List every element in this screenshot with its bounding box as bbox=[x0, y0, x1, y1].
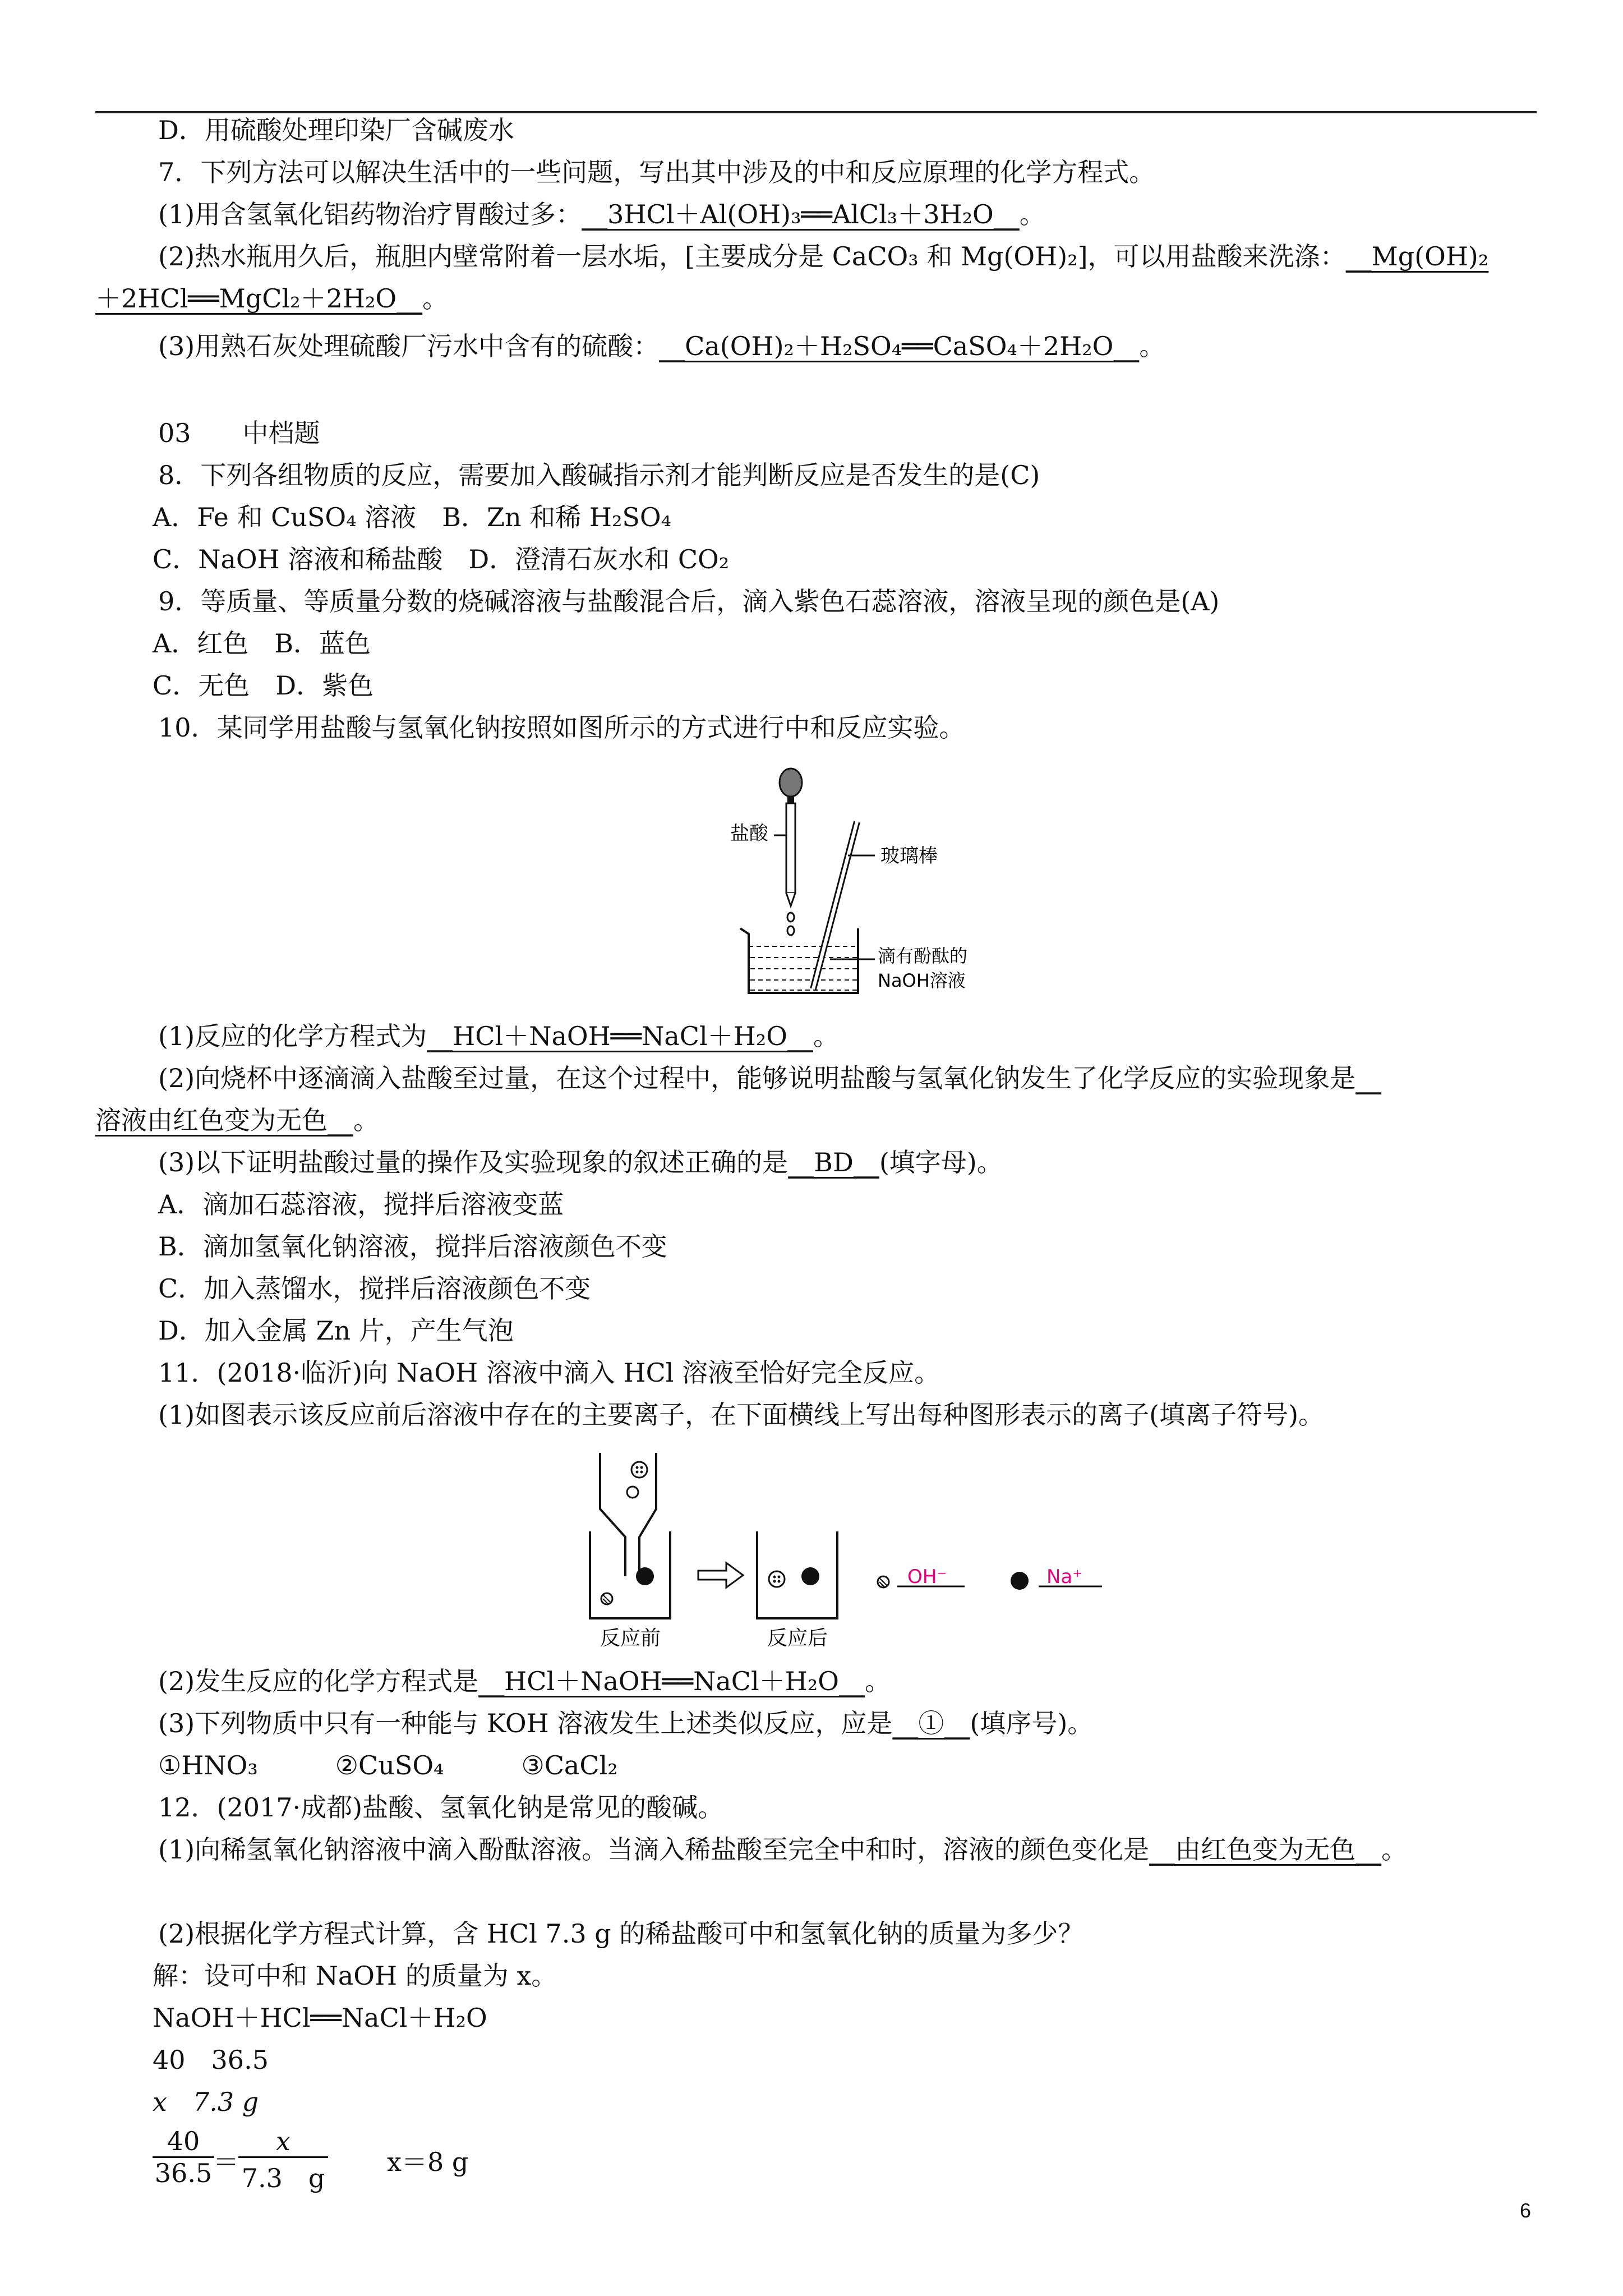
q8-options-cd: C．NaOH 溶液和稀盐酸 D．澄清石灰水和 CO₂ bbox=[153, 544, 730, 574]
page-number: 6 bbox=[1520, 2199, 1532, 2222]
q10-part3-answer: __BD__ bbox=[788, 1147, 879, 1177]
q11-part3-end: (填序号)。 bbox=[970, 1708, 1094, 1738]
q10-part1-text: (1)反应的化学方程式为 bbox=[158, 1021, 427, 1051]
q7-part1-end: 。 bbox=[1019, 199, 1045, 229]
q10-part2-end: 。 bbox=[353, 1105, 379, 1135]
section-03-heading: 03 中档题 bbox=[158, 418, 320, 448]
q10-part2-blank: __ bbox=[1355, 1063, 1382, 1093]
q10-part1-end: 。 bbox=[813, 1021, 839, 1051]
q7-part2-cont bbox=[95, 280, 448, 316]
legend-sodium-label: Na⁺ bbox=[1046, 1566, 1083, 1588]
q7-part3-end: 。 bbox=[1139, 331, 1165, 361]
q9-options-ab: A．红色 B．蓝色 bbox=[153, 628, 371, 659]
q12-part1-answer: __由红色变为无色__ bbox=[1149, 1834, 1382, 1865]
q11-part3-text: (3)下列物质中只有一种能与 KOH 溶液发生上述类似反应，应是 bbox=[158, 1708, 893, 1738]
q11-part3 bbox=[158, 1705, 1093, 1741]
question-8: 8．下列各组物质的反应，需要加入酸碱指示剂才能判断反应是否发生的是(C) bbox=[158, 460, 1040, 490]
fraction-right-denominator: 7.3 g bbox=[238, 2156, 328, 2195]
solution-masses: 40 36.5 bbox=[153, 2045, 269, 2075]
question-7: 7．下列方法可以解决生活中的一些问题，写出其中涉及的中和反应原理的化学方程式。 bbox=[158, 157, 1155, 187]
drop-2 bbox=[787, 926, 794, 935]
dropper-bulb bbox=[780, 769, 802, 797]
fraction-right-numerator: x bbox=[276, 2126, 291, 2156]
question-9: 9．等质量、等质量分数的烧碱溶液与盐酸混合后，滴入紫色石蕊溶液，溶液呈现的颜色是(A) bbox=[158, 586, 1220, 616]
sodium-ion-before bbox=[636, 1567, 654, 1585]
q10-option-b: B．滴加氢氧化钠溶液，搅拌后溶液颜色不变 bbox=[158, 1231, 667, 1262]
solution-unknowns: x 7.3 g bbox=[153, 2087, 259, 2117]
q11-part1: (1)如图表示该反应前后溶液中存在的主要离子，在下面横线上写出每种图形表示的离子(填离子符号)。 bbox=[158, 1400, 1325, 1430]
drop-1 bbox=[787, 913, 794, 922]
q11-part2 bbox=[158, 1663, 891, 1699]
reaction-arrow-icon bbox=[698, 1563, 743, 1588]
q12-part1-text: (1)向稀氢氧化钠溶液中滴入酚酞溶液。当滴入稀盐酸至完全中和时，溶液的颜色变化是 bbox=[158, 1834, 1150, 1865]
q10-part1-answer: __HCl＋NaOH══NaCl＋H₂O__ bbox=[427, 1021, 813, 1051]
q7-part3-text: (3)用熟石灰处理硫酸厂污水中含有的硫酸： bbox=[158, 331, 660, 361]
q7-part3-answer: __Ca(OH)₂＋H₂SO₄══CaSO₄＋2H₂O__ bbox=[659, 331, 1140, 361]
fraction-left bbox=[153, 2126, 214, 2188]
chloride-ion-after bbox=[769, 1571, 785, 1587]
q12-part2: (2)根据化学方程式计算，含 HCl 7.3 g 的稀盐酸可中和氢氧化钠的质量为多少？ bbox=[158, 1918, 1084, 1949]
q12-part1-end: 。 bbox=[1381, 1834, 1408, 1865]
legend-sodium-icon bbox=[1011, 1572, 1029, 1590]
label-solution-1: 滴有酚酞的 bbox=[878, 945, 968, 967]
q11-part2-answer: __HCl＋NaOH══NaCl＋H₂O__ bbox=[478, 1666, 865, 1696]
figure-neutralization-setup bbox=[718, 766, 1032, 1001]
q10-part3 bbox=[158, 1144, 1003, 1180]
q10-part2 bbox=[158, 1060, 1381, 1096]
q7-part2-answer-a: __Mg(OH)₂ bbox=[1345, 241, 1489, 272]
q7-part1 bbox=[158, 196, 1045, 232]
q7-part1-text: (1)用含氢氧化铝药物治疗胃酸过多： bbox=[158, 199, 582, 229]
dropper-left-wall bbox=[600, 1453, 625, 1576]
q7-part3 bbox=[158, 328, 1165, 364]
q7-part2-answer-b: ＋2HCl══MgCl₂＋2H₂O__ bbox=[95, 283, 423, 314]
option-d-line: D．用硫酸处理印染厂含碱废水 bbox=[158, 115, 514, 145]
q7-part2 bbox=[158, 238, 1488, 274]
label-before: 反应前 bbox=[600, 1627, 661, 1649]
q10-option-d: D．加入金属 Zn 片，产生气泡 bbox=[158, 1315, 514, 1346]
q10-option-a: A．滴加石蕊溶液，搅拌后溶液变蓝 bbox=[158, 1189, 564, 1220]
label-after: 反应后 bbox=[767, 1627, 828, 1649]
q10-part2-answer: 溶液由红色变为无色__ bbox=[95, 1105, 353, 1135]
fraction-equals: ＝ bbox=[213, 2147, 239, 2177]
hydrogen-ion-dropper bbox=[627, 1487, 638, 1498]
q11-options: ①HNO₃ ②CuSO₄ ③CaCl₂ bbox=[158, 1750, 618, 1780]
q11-part3-answer: __①__ bbox=[892, 1708, 970, 1738]
q7-part2-end: 。 bbox=[422, 283, 449, 314]
legend-hydroxide-label: OH⁻ bbox=[907, 1566, 947, 1588]
question-12: 12．(2017·成都)盐酸、氢氧化钠是常见的酸碱。 bbox=[158, 1792, 724, 1823]
label-glass-rod: 玻璃棒 bbox=[880, 845, 938, 867]
dropper-tube bbox=[786, 803, 795, 893]
q10-part3-end: (填字母)。 bbox=[879, 1147, 1003, 1177]
label-hydrochloric-acid: 盐酸 bbox=[730, 822, 768, 845]
fraction-left-numerator: 40 bbox=[167, 2126, 200, 2156]
beaker-before bbox=[590, 1531, 670, 1618]
solution-equation: NaOH＋HCl══NaCl＋H₂O bbox=[153, 2003, 487, 2033]
beaker bbox=[740, 928, 858, 993]
question-11: 11．(2018·临沂)向 NaOH 溶液中滴入 HCl 溶液至恰好完全反应。 bbox=[158, 1358, 940, 1388]
q10-part3-text: (3)以下证明盐酸过量的操作及实验现象的叙述正确的是 bbox=[158, 1147, 789, 1177]
sodium-ion-after bbox=[801, 1567, 819, 1585]
q10-option-c: C．加入蒸馏水，搅拌后溶液颜色不变 bbox=[158, 1273, 591, 1304]
glass-rod-inner bbox=[813, 822, 857, 989]
chloride-ion-dropper bbox=[631, 1462, 647, 1478]
q7-part1-answer: __3HCl＋Al(OH)₃══AlCl₃＋3H₂O__ bbox=[582, 199, 1020, 229]
q11-part2-text: (2)发生反应的化学方程式是 bbox=[158, 1666, 479, 1696]
solution-intro: 解：设可中和 NaOH 的质量为 x。 bbox=[153, 1961, 557, 1991]
q11-part2-end: 。 bbox=[864, 1666, 891, 1696]
q9-options-cd: C．无色 D．紫色 bbox=[153, 670, 374, 701]
solution-result: x＝8 g bbox=[387, 2147, 469, 2177]
q10-part2-cont bbox=[95, 1102, 379, 1138]
q10-part2-text: (2)向烧杯中逐滴滴入盐酸至过量，在这个过程中，能够说明盐酸与氢氧化钠发生了化学反应的实验现象是 bbox=[158, 1063, 1356, 1093]
figure-ion-diagram bbox=[583, 1447, 1110, 1649]
q12-part1 bbox=[158, 1832, 1407, 1867]
question-10: 10．某同学用盐酸与氢氧化钠按照如图所示的方式进行中和反应实验。 bbox=[158, 712, 965, 743]
dropper-neck bbox=[787, 797, 794, 803]
fraction-right bbox=[238, 2126, 328, 2195]
fraction-left-denominator: 36.5 bbox=[153, 2156, 214, 2188]
q7-part2-text: (2)热水瓶用久后，瓶胆内壁常附着一层水垢，[主要成分是 CaCO₃ 和 Mg(OH)₂]，可以用盐酸来洗涤： bbox=[158, 241, 1346, 272]
label-solution-2: NaOH溶液 bbox=[878, 970, 966, 991]
dropper-tip bbox=[786, 893, 795, 906]
q8-options-ab: A．Fe 和 CuSO₄ 溶液 B．Zn 和稀 H₂SO₄ bbox=[153, 502, 672, 532]
q10-part1 bbox=[158, 1018, 839, 1054]
